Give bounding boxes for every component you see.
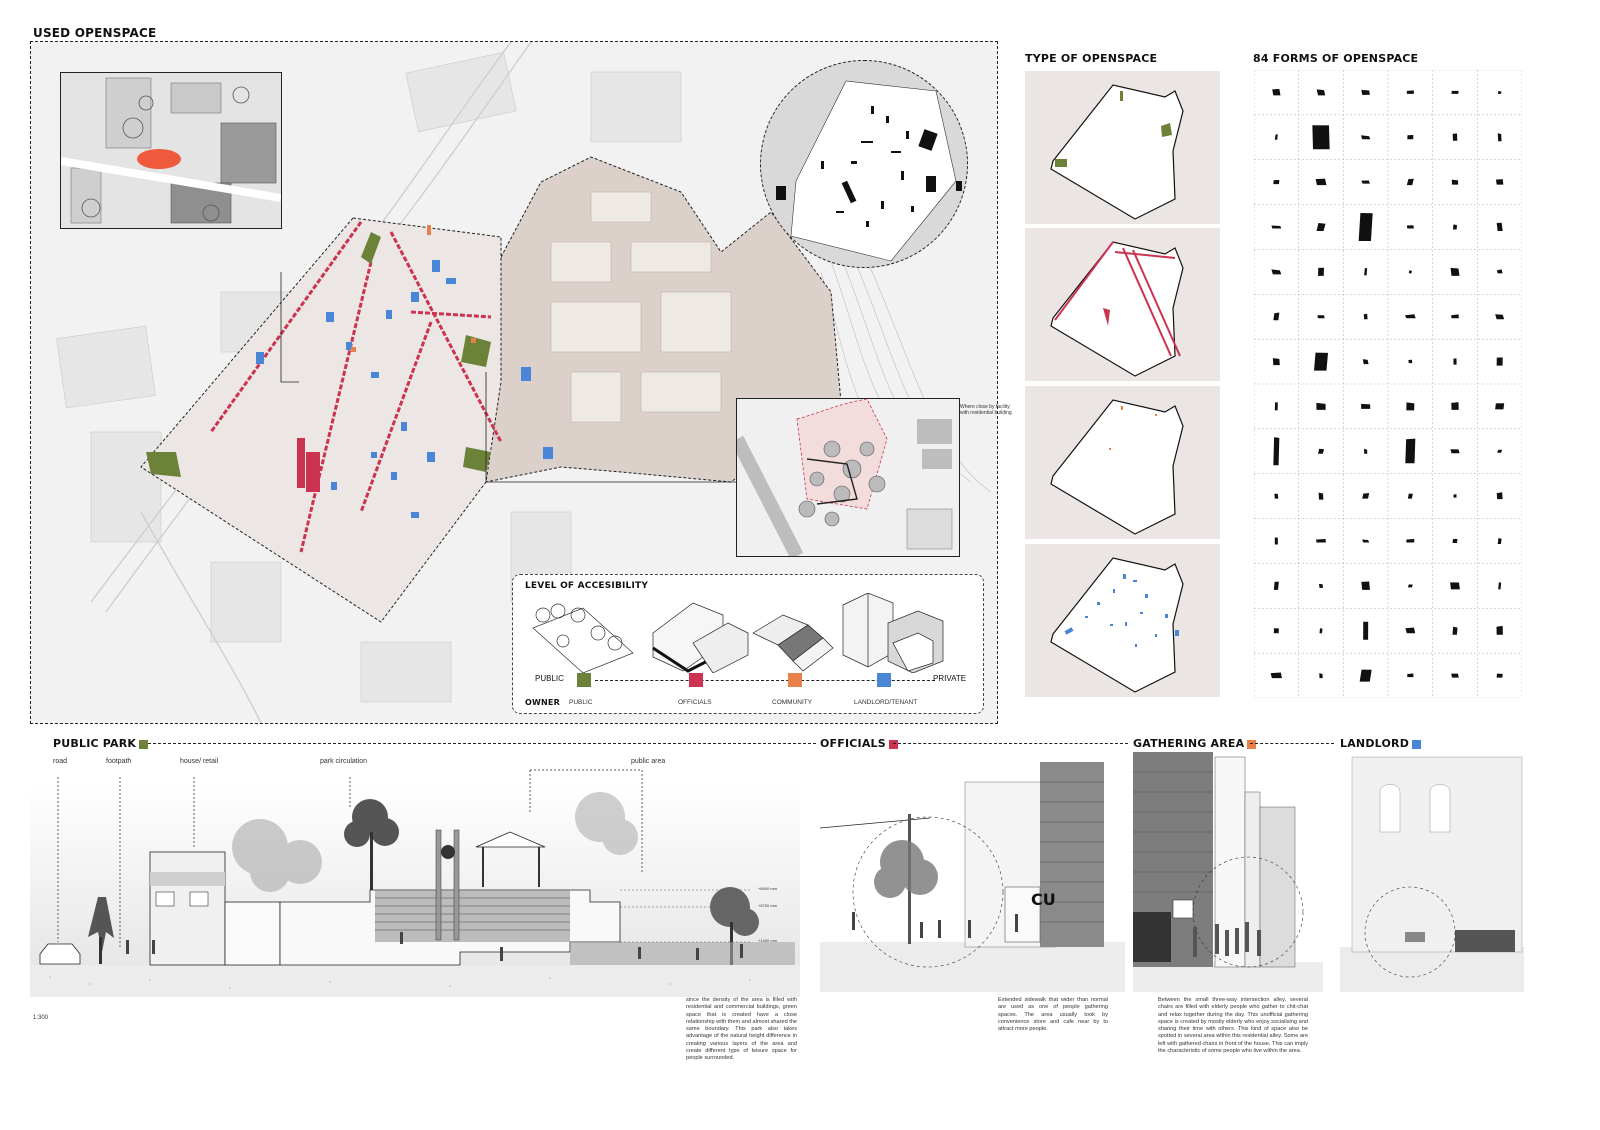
owner-public: PUBLIC (569, 699, 593, 706)
openspace-shape-icon (1271, 226, 1281, 229)
openspace-shape-icon (1497, 492, 1503, 499)
openspace-shape-icon (1361, 135, 1370, 139)
inset-park-drawing (737, 399, 959, 556)
forms-grid (1254, 70, 1522, 698)
openspace-shape-icon (1453, 225, 1457, 230)
openspace-shape-icon (1495, 314, 1504, 319)
officials-section-swatch (889, 740, 898, 749)
openspace-shape-icon (1275, 402, 1278, 410)
type-panel-public (1025, 71, 1220, 224)
openspace-shape-icon (1407, 135, 1413, 139)
label-footpath: footpath (106, 758, 132, 765)
openspace-shape-icon (1451, 268, 1460, 276)
officials-section-drawing (820, 752, 1125, 992)
gathering-title-text: GATHERING AREA (1133, 737, 1245, 750)
gathering-title (1133, 737, 1256, 750)
openspace-shape-icon (1405, 439, 1415, 464)
openspace-shape-icon (1362, 493, 1369, 499)
openspace-shape-icon (1451, 314, 1459, 318)
openspace-shape-icon (1406, 539, 1414, 542)
type-of-openspace-title: TYPE OF OPENSPACE (1025, 52, 1158, 65)
openspace-shape-icon (1497, 223, 1503, 231)
type-panel-community (1025, 386, 1220, 539)
openspace-shape-icon (1317, 223, 1326, 231)
level-1400: +1400 mm (758, 938, 778, 943)
openspace-shape-icon (1453, 133, 1458, 140)
public-park-section (30, 752, 800, 997)
officials-title (820, 737, 898, 750)
openspace-shape-icon (1364, 314, 1368, 319)
level-5700: +5700 mm (758, 903, 778, 908)
public-park-header-line (148, 743, 816, 744)
accessibility-isometric-drawings (523, 593, 973, 673)
openspace-shape-icon (1497, 674, 1503, 678)
owner-label: OWNER (525, 698, 560, 707)
openspace-shape-icon (1318, 449, 1324, 454)
openspace-shape-icon (1408, 494, 1413, 499)
openspace-shape-icon (1274, 628, 1279, 633)
forms-title: 84 FORMS OF OPENSPACE (1253, 52, 1419, 65)
openspace-shape-icon (1363, 359, 1369, 364)
openspace-shape-icon (1406, 402, 1414, 410)
openspace-shape-icon (1271, 673, 1282, 679)
openspace-shape-icon (1273, 358, 1280, 365)
openspace-shape-icon (1319, 493, 1324, 500)
inset-topleft-drawing (61, 73, 281, 228)
openspace-shape-icon (1316, 539, 1326, 543)
openspace-shape-icon (1407, 673, 1413, 677)
community-isometric (753, 615, 833, 671)
label-public-area: public area (631, 758, 666, 765)
openspace-shape-icon (1409, 270, 1412, 273)
openspace-shape-icon (1273, 437, 1279, 465)
openspace-shape-icon (1408, 584, 1413, 587)
openspace-shape-icon (1453, 358, 1456, 364)
label-park-circulation: park circulation (320, 758, 368, 765)
officials-title-text: OFFICIALS (820, 737, 886, 750)
private-end-label: PRIVATE (933, 674, 967, 683)
openspace-shape-icon (1497, 450, 1502, 453)
officials-header-line (893, 743, 1128, 744)
public-end-label: PUBLIC (535, 674, 564, 683)
gathering-description: Between the small three-way intersection alley, several chairs are filled with elderly people who gather to chit-chat and relax together during the day. This unofficial gathering space is created by mostly elderly who enjoy socialising and sharing their time with others. This kind of space also be spotted in several area within this residential alley. Some are left with gathered chairs in front of the house. This can imply the characteristic of some people who live within the area. (1158, 997, 1308, 1055)
openspace-shape-icon (1407, 90, 1414, 94)
landlord-section-swatch (1412, 740, 1421, 749)
openspace-shape-icon (1316, 179, 1327, 186)
openspace-shape-icon (1361, 404, 1370, 409)
officials-isometric (653, 603, 748, 673)
openspace-shape-icon (1450, 449, 1459, 453)
gathering-section (1133, 752, 1323, 992)
openspace-shape-icon (1361, 90, 1370, 95)
forms-grid-drawing (1254, 70, 1522, 698)
scale-label: 1:300 (33, 1015, 49, 1021)
openspace-shape-icon (1316, 403, 1325, 410)
openspace-shape-icon (1451, 674, 1459, 678)
public-park-section-drawing (30, 752, 800, 997)
openspace-shape-icon (1408, 360, 1412, 363)
openspace-shape-icon (1359, 213, 1373, 241)
openspace-shape-icon (1405, 314, 1416, 318)
public-park-description: since the density of the area is filled with residential and commercial buildings, green space that is created have a close relationship with them and almost shared the same boundary. This park also takes advantage of the natural height difference in creating various layers of the area and create different type of leisure space for people surrounded. (686, 997, 798, 1062)
openspace-shape-icon (1405, 627, 1415, 633)
openspace-shape-icon (1319, 584, 1323, 588)
openspace-shape-icon (1273, 180, 1279, 184)
inset-park-detail (736, 398, 960, 557)
owner-landlord: LANDLORD/TENANT (854, 699, 918, 706)
openspace-shape-icon (1453, 539, 1458, 543)
community-swatch (788, 673, 802, 687)
public-park-title (53, 737, 148, 750)
label-house-retail: house/ retail (180, 758, 219, 765)
gathering-section-drawing (1133, 752, 1323, 992)
level-8400: +8400 mm (758, 886, 778, 891)
circle-figure-ground-drawing (761, 61, 967, 267)
inset-note: Where close by facility with residential building (960, 404, 1012, 416)
openspace-shape-icon (1364, 268, 1367, 275)
public-park-swatch (139, 740, 148, 749)
openspace-shape-icon (1360, 670, 1372, 682)
openspace-shape-icon (1452, 180, 1458, 185)
owner-officials: OFFICIALS (678, 699, 712, 706)
landlord-isometric (843, 593, 943, 673)
openspace-shape-icon (1312, 125, 1329, 149)
openspace-shape-icon (1498, 538, 1502, 544)
label-road: road (53, 758, 68, 765)
accessibility-title: LEVEL OF ACCESIBILITY (525, 581, 649, 591)
openspace-shape-icon (1320, 628, 1323, 633)
landlord-swatch (877, 673, 891, 687)
landlord-title (1340, 737, 1421, 750)
openspace-shape-icon (1497, 357, 1503, 365)
openspace-shape-icon (1498, 91, 1502, 94)
openspace-shape-icon (1450, 582, 1460, 589)
landlord-section-drawing (1340, 752, 1524, 992)
openspace-shape-icon (1453, 494, 1456, 497)
public-park-title-text: PUBLIC PARK (53, 737, 137, 750)
inset-circle-figure-ground (760, 60, 968, 268)
openspace-shape-icon (1363, 622, 1368, 640)
openspace-shape-icon (1407, 225, 1414, 228)
type-panel-landlord (1025, 544, 1220, 697)
openspace-shape-icon (1274, 494, 1278, 499)
landlord-section (1340, 752, 1524, 992)
openspace-shape-icon (1498, 582, 1501, 589)
openspace-shape-icon (1495, 403, 1504, 409)
public-isometric (533, 604, 633, 673)
openspace-shape-icon (1451, 402, 1458, 410)
openspace-shape-icon (1317, 89, 1326, 95)
openspace-shape-icon (1273, 313, 1279, 321)
openspace-shape-icon (1272, 89, 1280, 96)
openspace-shape-icon (1497, 269, 1503, 273)
public-swatch (577, 673, 591, 687)
openspace-shape-icon (1364, 449, 1367, 454)
officials-description: Extended sidewalk that wider than normal are used as one of people gathering spaces. The area usually took by convenience store and cafe near by to attract more people. (998, 997, 1108, 1033)
openspace-shape-icon (1361, 180, 1370, 183)
used-openspace-title: USED OPENSPACE (33, 26, 157, 40)
openspace-shape-icon (1407, 179, 1414, 185)
openspace-shape-icon (1453, 627, 1458, 635)
openspace-shape-icon (1271, 269, 1281, 274)
openspace-shape-icon (1362, 540, 1369, 543)
inset-detail-topleft (60, 72, 282, 229)
highlight-openspace (137, 149, 181, 169)
gathering-swatch (1247, 740, 1256, 749)
openspace-shape-icon (1275, 134, 1278, 140)
landlord-title-text: LANDLORD (1340, 737, 1410, 750)
officials-swatch (689, 673, 703, 687)
owner-community: COMMUNITY (772, 699, 813, 706)
openspace-shape-icon (1318, 268, 1324, 276)
openspace-shape-icon (1274, 582, 1279, 590)
openspace-shape-icon (1498, 133, 1502, 141)
gathering-header-line (1250, 743, 1334, 744)
openspace-shape-icon (1361, 582, 1370, 590)
officials-section (820, 752, 1125, 992)
openspace-shape-icon (1496, 179, 1503, 185)
openspace-shape-icon (1496, 626, 1502, 635)
accessibility-legend (512, 574, 984, 714)
openspace-shape-icon (1275, 538, 1278, 545)
openspace-shape-icon (1452, 91, 1459, 94)
openspace-shape-icon (1314, 353, 1328, 371)
cu-store-sign: CU (1031, 890, 1056, 909)
type-panel-officials (1025, 228, 1220, 381)
openspace-shape-icon (1319, 673, 1322, 678)
openspace-shape-icon (1317, 315, 1324, 318)
